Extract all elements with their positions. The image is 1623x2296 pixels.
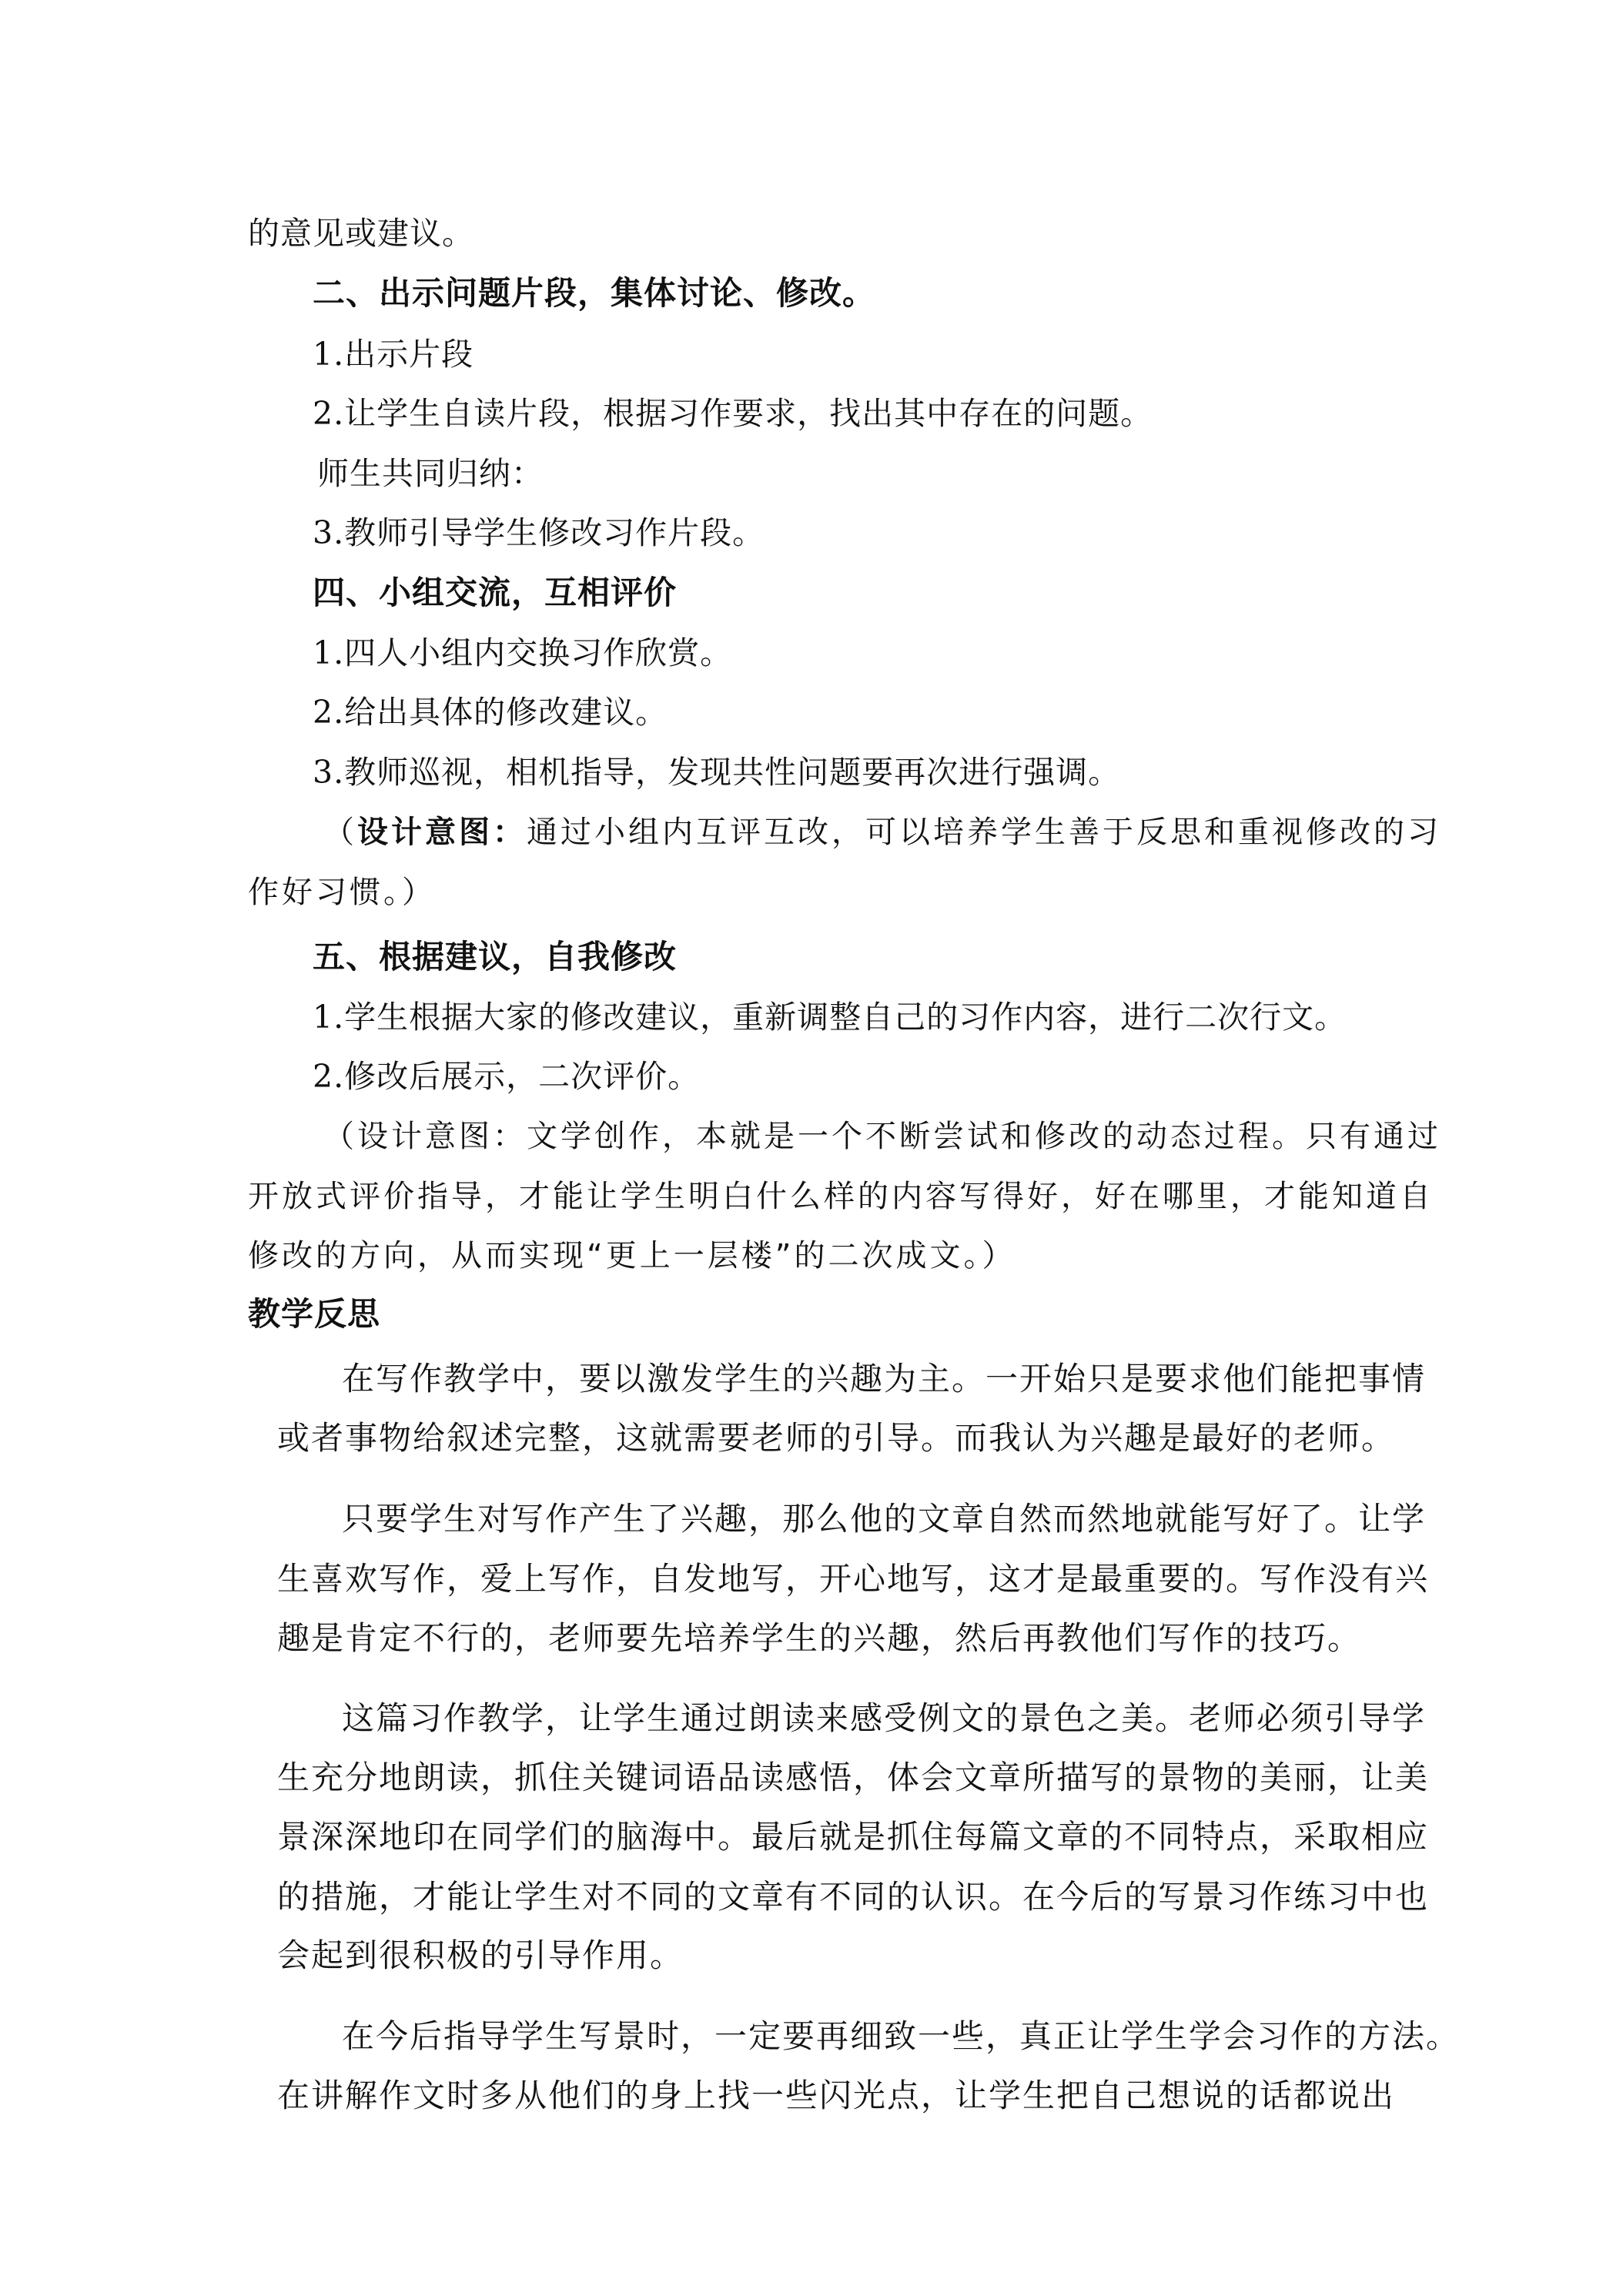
paragraph-line: 景深深地印在同学们的脑海中。最后就是抓住每篇文章的不同特点，采取相应 bbox=[277, 1818, 1430, 1856]
design-note: 作好习惯。） bbox=[248, 875, 436, 910]
design-note: 修改的方向，从而实现“更上一层楼”的二次成文。） bbox=[248, 1238, 1016, 1274]
design-note bbox=[323, 811, 1441, 854]
list-item: 2.修改后展示，二次评价。 bbox=[313, 1058, 701, 1095]
section-heading: 五、根据建议，自我修改 bbox=[313, 938, 678, 976]
note-text: 通过小组内互评互改，可以培养学生善于反思和重视修改的习 bbox=[527, 815, 1441, 850]
note-open-paren: （ bbox=[323, 815, 357, 850]
paragraph-line: 在讲解作文时多从他们的身上找一些闪光点，让学生把自己想说的话都说出 bbox=[277, 2077, 1396, 2114]
paragraph-line: 在今后指导学生写景时，一定要再细致一些，真正让学生学会习作的方法。 bbox=[342, 2017, 1461, 2055]
paragraph-line: 的措施，才能让学生对不同的文章有不同的认识。在今后的写景习作练习中也 bbox=[277, 1878, 1430, 1916]
paragraph-line: 只要学生对写作产生了兴趣，那么他的文章自然而然地就能写好了。让学 bbox=[342, 1500, 1427, 1538]
paragraph-line: 这篇习作教学，让学生通过朗读来感受例文的景色之美。老师必须引导学 bbox=[342, 1699, 1427, 1737]
note-label: 设计意图： bbox=[357, 815, 527, 850]
paragraph-line: 或者事物给叙述完整，这就需要老师的引导。而我认为兴趣是最好的老师。 bbox=[277, 1419, 1396, 1457]
section-heading: 教学反思 bbox=[248, 1295, 381, 1333]
list-item: 1.出示片段 bbox=[313, 336, 474, 373]
list-item: 1.学生根据大家的修改建议，重新调整自己的习作内容，进行二次行文。 bbox=[313, 999, 1347, 1036]
paragraph-line: 生喜欢写作，爱上写作，自发地写，开心地写，这才是最重要的。写作没有兴 bbox=[277, 1560, 1430, 1598]
list-item: 2.让学生自读片段，根据习作要求，找出其中存在的问题。 bbox=[313, 395, 1153, 432]
design-note: （设计意图：文学创作，本就是一个不断尝试和修改的动态过程。只有通过 bbox=[323, 1119, 1441, 1154]
text-line: 的意见或建议。 bbox=[248, 215, 474, 252]
list-item: 3.教师引导学生修改习作片段。 bbox=[313, 514, 765, 551]
text-line: 师生共同归纳： bbox=[317, 455, 544, 492]
design-note: 开放式评价指导，才能让学生明白什么样的内容写得好，好在哪里，才能知道自 bbox=[248, 1179, 1434, 1214]
paragraph-line: 趣是肯定不行的，老师要先培养学生的兴趣，然后再教他们写作的技巧。 bbox=[277, 1619, 1362, 1657]
section-heading: 二、出示问题片段，集体讨论、修改。 bbox=[313, 274, 876, 312]
paragraph-line: 生充分地朗读，抓住关键词语品读感悟，体会文章所描写的景物的美丽，让美 bbox=[277, 1759, 1430, 1796]
paragraph-line: 在写作教学中，要以激发学生的兴趣为主。一开始只是要求他们能把事情 bbox=[342, 1360, 1427, 1397]
list-item: 1.四人小组内交换习作欣赏。 bbox=[313, 634, 733, 671]
list-item: 3.教师巡视，相机指导，发现共性问题要再次进行强调。 bbox=[313, 754, 1121, 791]
list-item: 2.给出具体的修改建议。 bbox=[313, 694, 668, 731]
paragraph-line: 会起到很积极的引导作用。 bbox=[277, 1936, 684, 1974]
section-heading: 四、小组交流，互相评价 bbox=[313, 574, 678, 611]
